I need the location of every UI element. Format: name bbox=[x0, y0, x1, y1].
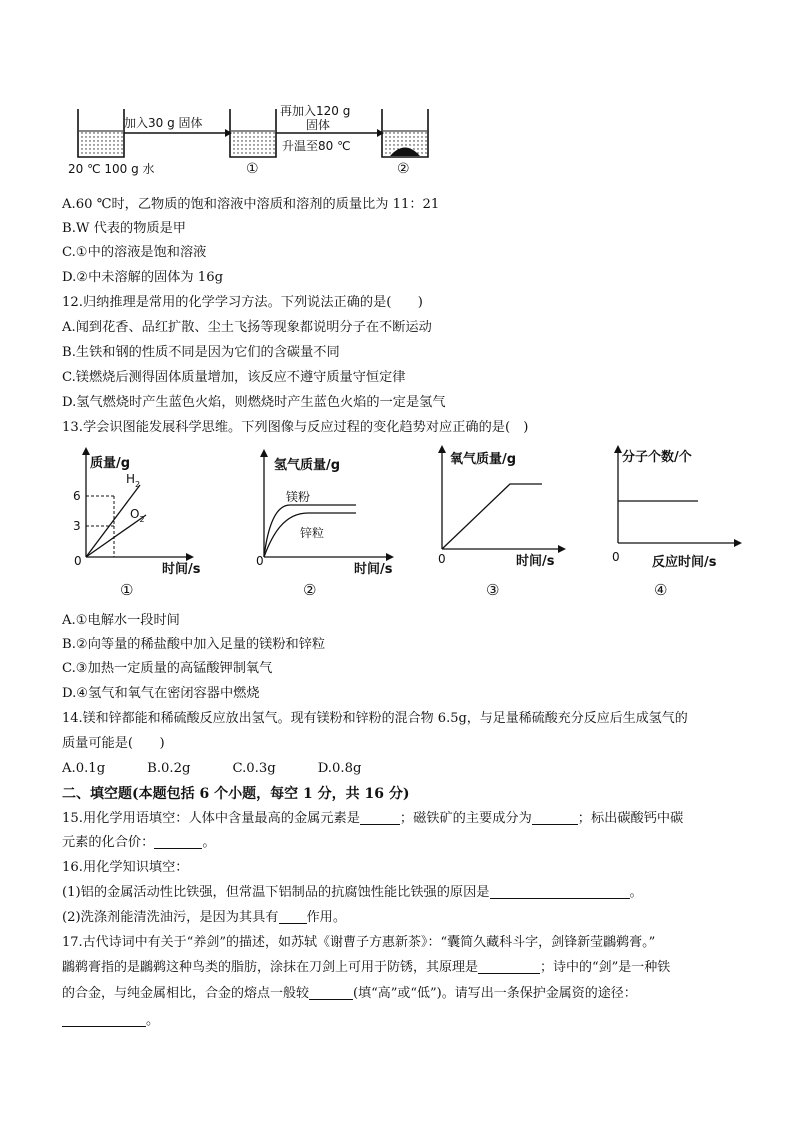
q15-blank-1[interactable] bbox=[360, 810, 400, 825]
q14-line1: 14.镁和锌都能和稀硫酸反应放出氢气。现有镁粉和锌粉的混合物 6.5g，与足量稀硫酸充分反应后生成氢气的 bbox=[62, 711, 688, 726]
graph4-origin: 0 bbox=[612, 550, 620, 564]
q17-line2: 鸊鹈膏指的是鸊鹈这种鸟类的脂肪，涂抹在刀剑上可用于防锈，其原理是 ；诗中的“剑”是一种铁 bbox=[62, 960, 671, 975]
o2-line bbox=[86, 515, 146, 557]
q11-option-d: D.②中未溶解的固体为 16g bbox=[62, 270, 224, 285]
graph2-number: ② bbox=[303, 581, 317, 599]
graph-1 bbox=[60, 445, 220, 605]
q12-stem: 12.归纳推理是常用的化学学习方法。下列说法正确的是( ) bbox=[62, 295, 423, 310]
arrow2-mid-label: 固体 bbox=[306, 118, 331, 132]
graph2-curve2-label: 锌粒 bbox=[300, 526, 325, 540]
graph-3 bbox=[432, 445, 592, 605]
section-2-heading: 二、填空题(本题包括 6 个小题，每空 1 分，共 16 分) bbox=[62, 786, 410, 802]
q15-blank-3[interactable] bbox=[154, 834, 202, 849]
beaker1-number: ① bbox=[246, 161, 259, 177]
graph3-xlabel: 时间/s bbox=[516, 554, 555, 569]
graph1-h2-label: $H_2$ bbox=[126, 472, 141, 489]
q14-option-c: C.0.3g bbox=[232, 761, 276, 776]
graph3-ylabel: 氧气质量/g bbox=[450, 452, 517, 467]
arrow1-label: 加入30 g 固体 bbox=[124, 116, 203, 130]
q16-sub1: (1)铝的金属活动性比铁强，但常温下铝制品的抗腐蚀性能比铁强的原因是 。 bbox=[62, 885, 643, 900]
arrow2-bottom-label: 升温至80 ℃ bbox=[282, 139, 351, 153]
q13-option-d: D.④氢气和氧气在密闭容器中燃烧 bbox=[62, 686, 260, 701]
q11-option-c: C.①中的溶液是饱和溶液 bbox=[62, 245, 207, 260]
graph2-origin: 0 bbox=[256, 554, 264, 568]
graph2-xlabel: 时间/s bbox=[354, 562, 393, 577]
graph3-number: ③ bbox=[486, 581, 500, 599]
graph1-origin: 0 bbox=[74, 554, 82, 568]
q17-blank-1[interactable] bbox=[478, 959, 540, 974]
q12-option-a: A.闻到花香、品红扩散、尘土飞扬等现象都说明分子在不断运动 bbox=[62, 320, 432, 335]
q16-blank-1[interactable] bbox=[490, 884, 630, 899]
q12-option-b: B.生铁和钢的性质不同是因为它们的含碳量不同 bbox=[62, 345, 340, 360]
q14-option-a: A.0.1g bbox=[62, 761, 106, 776]
q14-line2: 质量可能是( ) bbox=[62, 736, 165, 751]
graph2-curve1-label: 镁粉 bbox=[286, 490, 311, 504]
q15-line2: 元素的化合价： 。 bbox=[62, 835, 216, 850]
q17-blank-3[interactable] bbox=[62, 1012, 146, 1027]
q15-line1: 15.用化学用语填空：人体中含量最高的金属元素是 ；磁铁矿的主要成分为 ；标出碳酸钙中碳 bbox=[62, 811, 684, 826]
q14-option-b: B.0.2g bbox=[147, 761, 191, 776]
graph-2 bbox=[250, 445, 410, 605]
q13-option-b: B.②向等量的稀盐酸中加入足量的镁粉和锌粒 bbox=[62, 637, 326, 652]
beaker2-number: ② bbox=[397, 161, 410, 177]
q15-blank-2[interactable] bbox=[532, 810, 578, 825]
arrow2-top-label: 再加入120 g bbox=[280, 104, 351, 118]
graph4-number: ④ bbox=[654, 581, 668, 599]
q12-option-c: C.镁燃烧后测得固体质量增加，该反应不遵守质量守恒定律 bbox=[62, 370, 406, 385]
dissolution-process-figure bbox=[60, 95, 440, 180]
graph3-origin: 0 bbox=[438, 552, 446, 566]
q11-option-b: B.W 代表的物质是甲 bbox=[62, 221, 186, 236]
graph1-ylabel: 质量/g bbox=[90, 456, 131, 471]
graph4-ylabel: 分子个数/个 bbox=[622, 450, 692, 465]
q14-option-d: D.0.8g bbox=[317, 761, 362, 776]
start-label: 20 ℃ 100 g 水 bbox=[68, 162, 155, 176]
q12-option-d: D.氢气燃烧时产生蓝色火焰，则燃烧时产生蓝色火焰的一定是氢气 bbox=[62, 395, 446, 410]
q17-blank-2[interactable] bbox=[309, 985, 353, 1000]
q17-line3: 的合金，与纯金属相比，合金的熔点一般较 (填“高”或“低”)。请写出一条保护金属资的途径： bbox=[62, 986, 637, 1001]
q13-stem: 13.学会识图能发展科学思维。下列图像与反应过程的变化趋势对应正确的是( ) bbox=[62, 420, 529, 435]
beaker-1 bbox=[230, 109, 276, 157]
graph2-ylabel: 氢气质量/g bbox=[274, 458, 341, 473]
q11-option-a: A.60 ℃时，乙物质的饱和溶液中溶质和溶剂的质量比为 11：21 bbox=[62, 197, 440, 212]
oxygen-line bbox=[442, 484, 542, 549]
graph1-number: ① bbox=[120, 581, 134, 599]
q17-line4: 。 bbox=[62, 1012, 159, 1030]
q16-blank-2[interactable] bbox=[279, 909, 307, 924]
graph1-xlabel: 时间/s bbox=[162, 562, 201, 577]
graph4-xlabel: 反应时间/s bbox=[652, 555, 717, 570]
q16-stem: 16.用化学知识填空： bbox=[62, 860, 189, 875]
q16-sub2: (2)洗涤剂能清洗油污，是因为其具有 作用。 bbox=[62, 910, 347, 925]
q13-option-c: C.③加热一定质量的高锰酸钾制氧气 bbox=[62, 661, 273, 676]
beaker-initial bbox=[78, 109, 124, 157]
q17-line1: 17.古代诗词中有关于“养剑”的描述，如苏轼《谢曹子方惠新茶》：“囊简久藏科斗字，剑锋新莹鸊鹈膏。” bbox=[62, 935, 656, 950]
q14-options bbox=[62, 760, 361, 778]
beaker-2 bbox=[382, 109, 428, 157]
graph1-tick-6: 6 bbox=[73, 489, 81, 503]
graph-4 bbox=[608, 445, 778, 605]
graph1-o2-label: $O_2$ bbox=[130, 507, 145, 524]
q13-option-a: A.①电解水一段时间 bbox=[62, 613, 180, 628]
graph1-tick-3: 3 bbox=[73, 519, 81, 533]
